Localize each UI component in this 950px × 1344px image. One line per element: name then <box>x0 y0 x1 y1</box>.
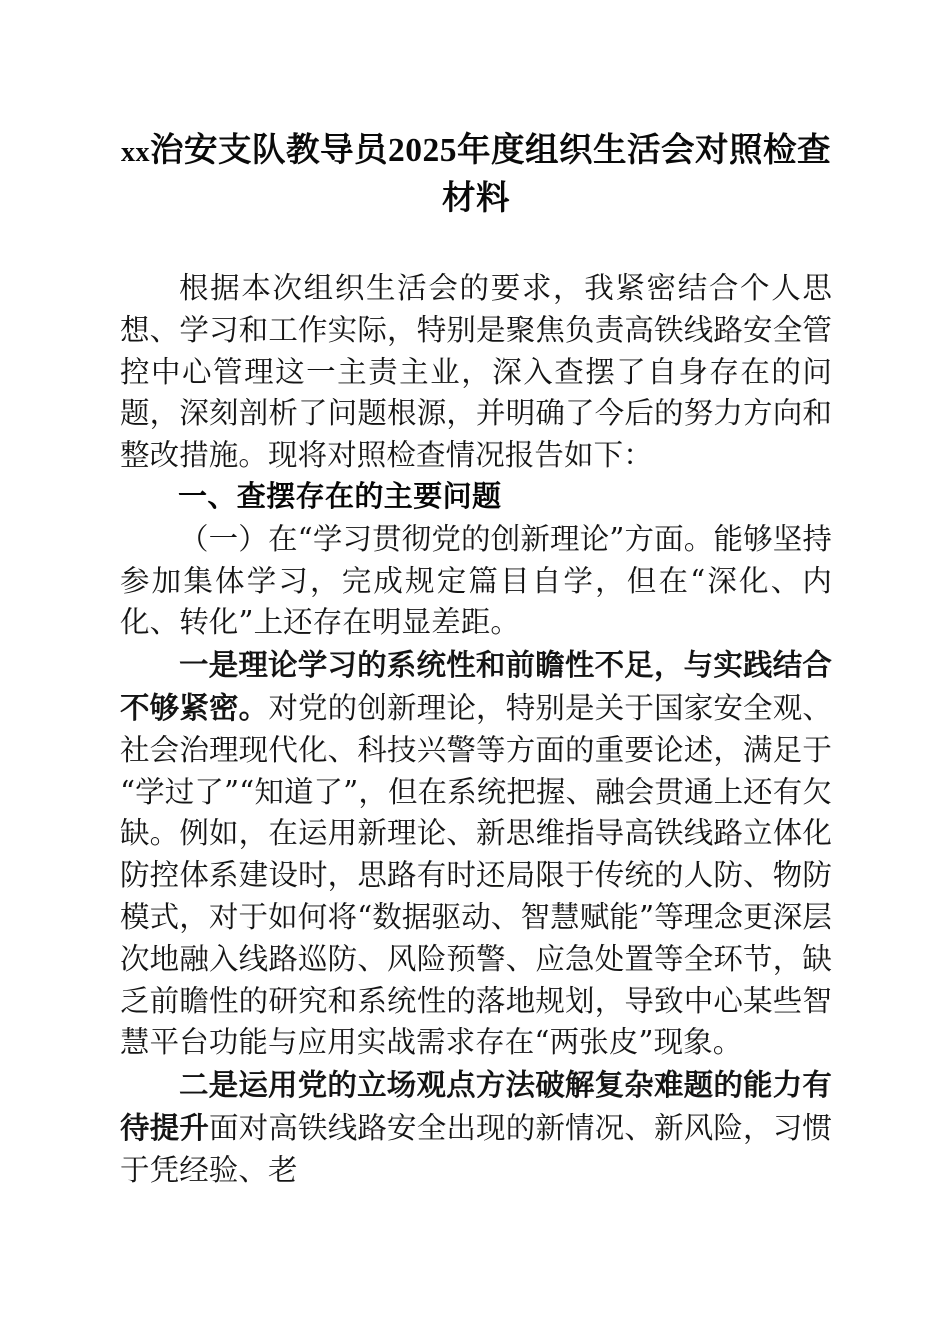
document-content-column <box>120 0 832 1192</box>
document-title <box>120 0 832 222</box>
paragraph-point-two-lead: 二是运用党的立场观点方法破解复杂难题的能力有待提升 <box>120 1067 832 1145</box>
document-title-main: 治安支队教导员2025年度组织生活会对照检查材料 <box>150 132 831 217</box>
paragraph-point-one <box>120 644 832 1064</box>
paragraph-point-one-lead: 一是理论学习的系统性和前瞻性不足，与实践结合不够紧密。 <box>120 647 832 725</box>
document-body <box>120 268 832 1192</box>
paragraph-point-one-rest: 对党的创新理论，特别是关于国家安全观、社会治理现代化、科技兴警等方面的重要论述，满足于“学过了”“知道了”，但在系统把握、融会贯通上还有欠缺。例如，在运用新理论、新思维指导高铁线路立体化防控体系建设时，思路有时还局限于传统的人防、物防模式，对于如何将“数据驱动、智慧赋能”等理念更深层次地融入线路巡防、风险预警、应急处置等全环节，缺乏前瞻性的研究和系统性的落地规划，导致中心某些智慧平台功能与应用实战需求存在“两张皮”现象。 <box>120 690 832 1060</box>
paragraph-intro: 根据本次组织生活会的要求，我紧密结合个人思想、学习和工作实际，特别是聚焦负责高铁线路安全管控中心管理这一主责主业，深入查摆了自身存在的问题，深刻剖析了问题根源，并明确了今后的努力方向和整改措施。现将对照检查情况报告如下： <box>120 271 832 473</box>
heading-section-one: 一、查摆存在的主要问题 <box>178 480 502 513</box>
paragraph-point-two-rest: 面对高铁线路安全出现的新情况、新风险，习惯于凭经验、老 <box>120 1110 832 1187</box>
paragraph-subsection-one-one: （一）在“学习贯彻党的创新理论”方面。能够坚持参加集体学习，完成规定篇目自学，但在“深化、内化、转化”上还存在明显差距。 <box>120 521 832 640</box>
paragraph-point-two <box>120 1064 832 1191</box>
document-title-latin-prefix: xx <box>121 137 150 168</box>
